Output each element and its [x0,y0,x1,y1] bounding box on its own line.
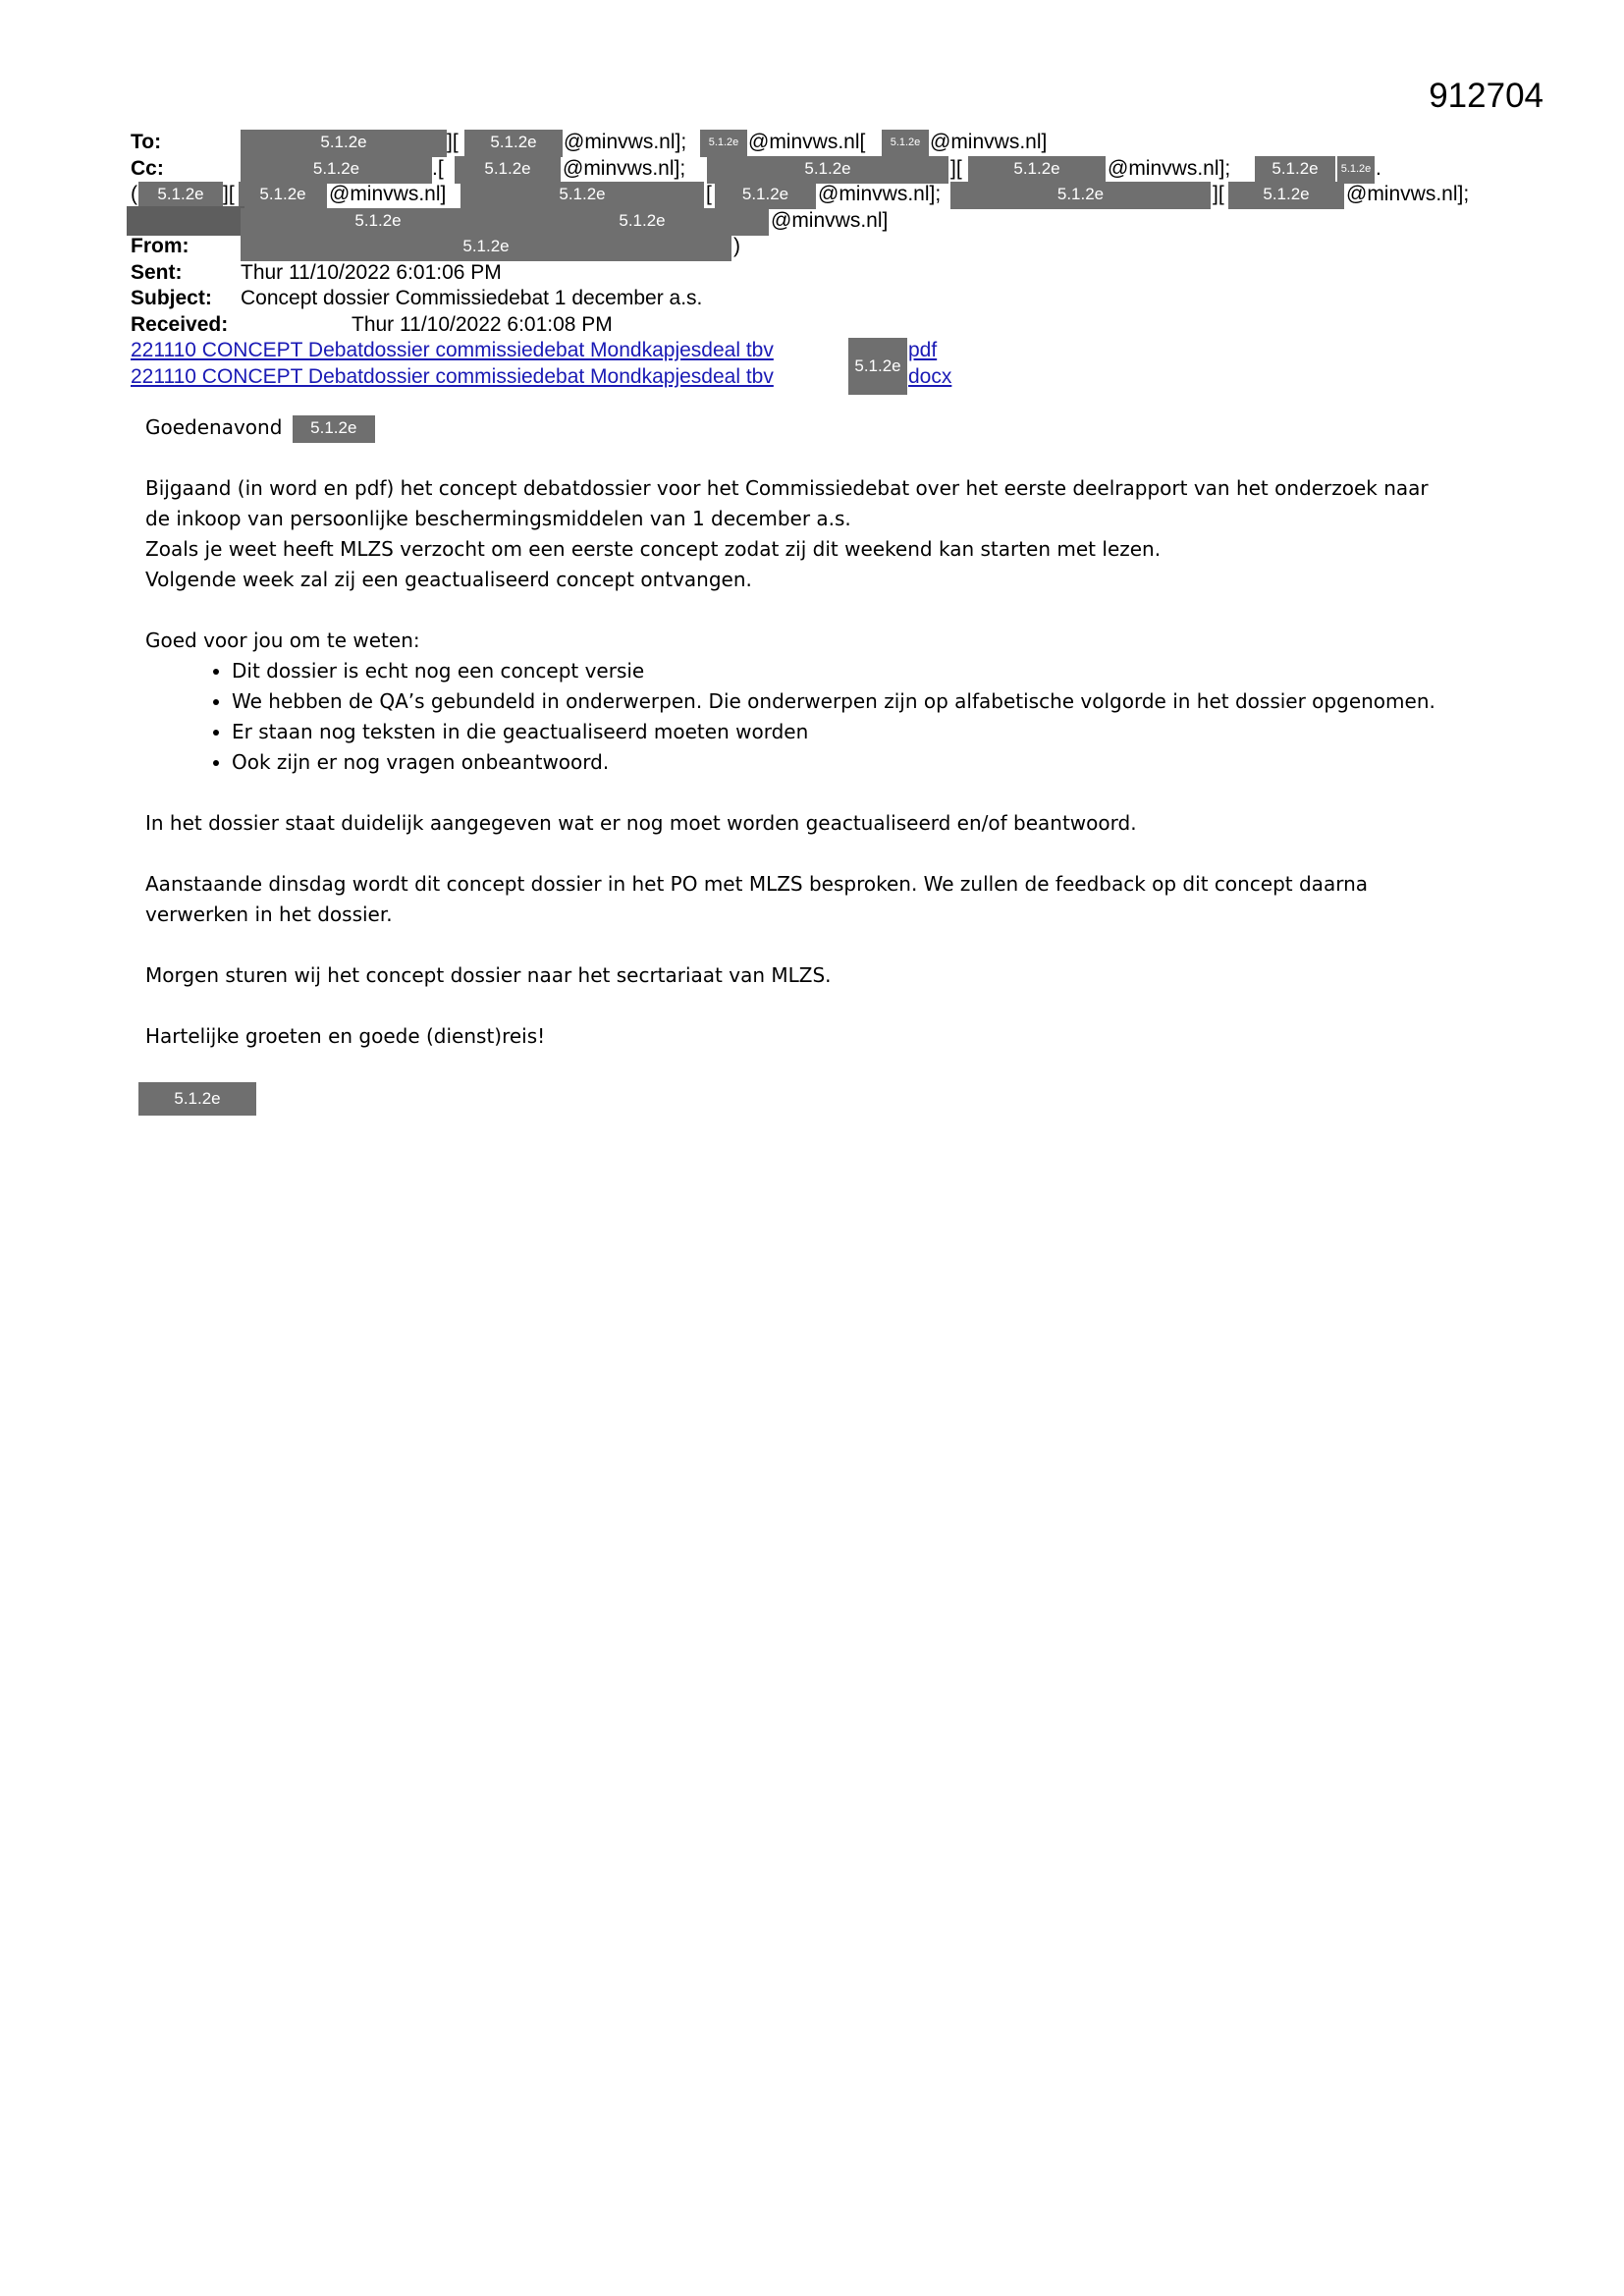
redaction-block: 5.1.2e [138,1082,256,1116]
attachment-docx[interactable] [131,364,1505,391]
cc-line-2 [131,182,1505,208]
redaction-block: 5.1.2e [138,182,223,209]
greeting-line [145,412,1500,443]
cc-label: Cc: [131,156,164,180]
sent-value: Thur 11/10/2022 6:01:06 PM [241,260,502,284]
attachment-pdf[interactable] [131,338,1505,375]
paragraph-secretariat: Morgen sturen wij het concept dossier naar het secrtariaat van MLZS. [145,963,832,987]
cc-line-1 [131,156,1505,183]
cc-fragment: @minvws.nl]; [1346,183,1470,205]
text-line: de inkoop van persoonlijke beschermingsmiddelen van 1 december a.s. [145,507,851,530]
redaction-block: 5.1.2e [1228,182,1344,209]
document-number: 912704 [1429,77,1543,115]
list-item: • Dit dossier is echt nog een concept versie [232,656,1500,686]
redaction-block: 5.1.2e [715,182,816,209]
subject-line [131,286,1505,312]
received-line [131,312,1505,339]
from-label: From: [131,235,189,257]
greeting: Goedenavond [145,415,283,439]
list-item: • Ook zijn er nog vragen onbeantwoord. [232,747,1500,778]
paragraph-intro [145,473,1500,595]
redaction-block: 5.1.2e [455,156,561,184]
redaction-block: 5.1.2e [241,156,432,184]
cc-fragment: ( [131,183,137,205]
bullet-list [145,656,1500,778]
redaction-block: 5.1.2e [950,182,1211,209]
from-line [131,234,1505,260]
redaction-block: 5.1.2e [293,415,375,443]
subject-label: Subject: [131,287,212,309]
redaction-block [127,206,244,236]
subject-value: Concept dossier Commissiedebat 1 december a.s. [241,287,703,309]
text-line: Aanstaande dinsdag wordt dit concept dossier in het PO met MLZS besproken. We zullen de feedback op dit concept daarna [145,872,1368,896]
to-fragment: @minvws.nl] [930,131,1048,153]
to-label: To: [131,131,162,153]
signature [145,1082,1500,1118]
redaction-block: 5.1.2e [239,182,327,209]
redaction-block: 5.1.2e [460,182,704,209]
redaction-block: 5.1.2e [700,130,747,157]
to-fragment: @minvws.nl[ [748,131,866,153]
cc-fragment: ][ [950,156,962,180]
redaction-block: 5.1.2e [515,208,769,236]
redaction-block: 5.1.2e [1255,156,1335,184]
cc-fragment: ][ [223,183,235,205]
redaction-block: 5.1.2e [707,156,948,184]
redaction-block: 5.1.2e [882,130,929,157]
to-fragment: @minvws.nl]; [564,131,687,153]
to-line [131,130,1505,156]
cc-line-3 [131,208,1505,235]
text-line: verwerken in het dossier. [145,902,393,926]
redaction-block: 5.1.2e [241,234,731,261]
redaction-block: 5.1.2e [464,130,563,157]
email-header [131,130,1505,390]
paragraph-status: In het dossier staat duidelijk aangegeven wat er nog moet worden geactualiseerd en/of beantwoord. [145,811,1137,835]
cc-fragment: @minvws.nl] [771,208,889,232]
list-intro: Goed voor jou om te weten: [145,629,420,652]
cc-fragment: [ [706,183,712,205]
text-line: Volgende week zal zij een geactualiseerd concept ontvangen. [145,568,752,591]
attachment-link-suffix[interactable]: docx [908,364,952,388]
paragraph-feedback [145,869,1500,930]
cc-fragment: . [1376,156,1381,180]
to-fragment: ][ [447,131,459,153]
redaction-block: 5.1.2e [848,338,907,395]
redaction-block: 5.1.2e [968,156,1106,184]
attachment-link-prefix[interactable]: 221110 CONCEPT Debatdossier commissiedebat Mondkapjesdeal tbv [131,339,774,361]
sent-label: Sent: [131,260,183,284]
redaction-block: 5.1.2e [241,130,447,157]
text-line: Zoals je weet heeft MLZS verzocht om een eerste concept zodat zij dit weekend kan starten met lezen. [145,537,1162,561]
redaction-block: 5.1.2e [1337,156,1375,184]
from-fragment: ) [733,235,740,257]
redaction-block: 5.1.2e [241,208,515,236]
closing-line: Hartelijke groeten en goede (dienst)reis! [145,1024,546,1048]
attachment-link-prefix[interactable]: 221110 CONCEPT Debatdossier commissiedebat Mondkapjesdeal tbv [131,364,774,388]
attachment-link-suffix[interactable]: pdf [908,339,938,361]
list-item: • We hebben de QA’s gebundeld in onderwerpen. Die onderwerpen zijn op alfabetische volgorde in het dossier opgenomen. [232,686,1500,717]
list-item: • Er staan nog teksten in die geactualiseerd moeten worden [232,717,1500,747]
cc-fragment: @minvws.nl] [329,183,447,205]
received-value: Thur 11/10/2022 6:01:08 PM [352,312,613,336]
cc-fragment: .[ [432,156,444,180]
email-body [145,412,1500,1118]
sent-line [131,260,1505,287]
text-line: Bijgaand (in word en pdf) het concept debatdossier voor het Commissiedebat over het eerste deelrapport van het onderzoek naar [145,476,1429,500]
cc-fragment: @minvws.nl]; [563,156,686,180]
cc-fragment: ][ [1213,183,1224,205]
cc-fragment: @minvws.nl]; [818,183,942,205]
received-label: Received: [131,312,229,336]
cc-fragment: @minvws.nl]; [1108,156,1231,180]
